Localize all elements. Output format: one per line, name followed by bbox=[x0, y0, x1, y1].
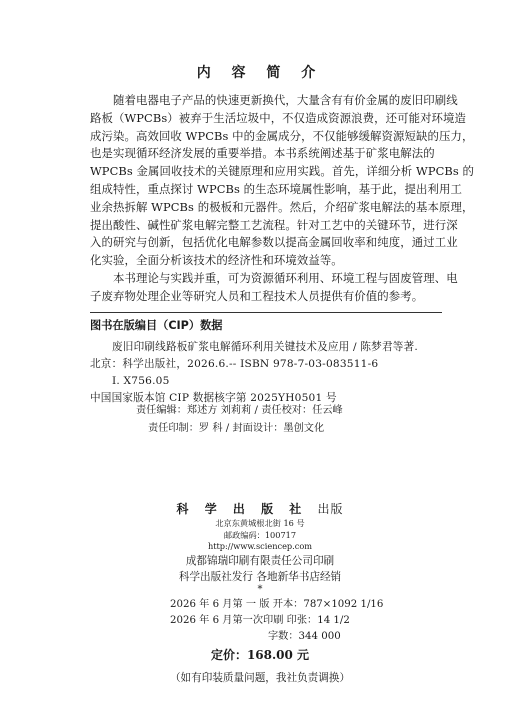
edition-line-2: 2026 年 6 月第一次印刷 印张：14 1/2 bbox=[170, 615, 350, 626]
cip-classification-line: Ⅰ. X756.05 bbox=[112, 375, 170, 387]
summary-line: 也是实现循环经济发展的重要举措。本书系统阐述基于矿浆电解法的 bbox=[90, 146, 435, 161]
quality-notice: （如有印装质量问题，我社负责调换） bbox=[169, 672, 351, 684]
summary-line: 提出酸性、碱性矿浆电解完整工艺流程。针对工艺中的关键环节，进行深 bbox=[90, 217, 458, 232]
summary-line: 子废弃物处理企业等研究人员和工程技术人员提供有价值的参考。 bbox=[90, 288, 424, 303]
publisher-name-suffix: 出版 bbox=[317, 502, 344, 516]
star-separator: * bbox=[257, 584, 263, 595]
publisher-name bbox=[0, 500, 520, 518]
edition-line-1: 2026 年 6 月第 一 版 开本：787×1092 1/16 bbox=[170, 599, 384, 610]
section-divider bbox=[90, 312, 442, 313]
content-summary bbox=[90, 92, 475, 306]
summary-paragraph-1 bbox=[90, 92, 475, 270]
summary-line: WPCBs 金属回收技术的关键原理和应用实践。首先，详细分析 WPCBs 的 bbox=[90, 164, 475, 179]
cip-title-line: 废旧印刷线路板矿浆电解循环利用关键技术及应用 / 陈梦君等著. bbox=[112, 341, 418, 353]
cip-record-number: 中国国家版本馆 CIP 数据核字第 2025YH0501 号 bbox=[90, 391, 337, 404]
summary-paragraph-2 bbox=[90, 270, 458, 306]
summary-line: 成污染。高效回收 WPCBs 中的金属成分，不仅能够缓解资源短缺的压力， bbox=[90, 128, 474, 143]
price-label: 定价： bbox=[210, 648, 247, 662]
credit-printing-design: 责任印制：罗 科 / 封面设计：墨创文化 bbox=[148, 423, 325, 434]
distribution-info: 科学出版社发行 各地新华书店经销 bbox=[178, 570, 342, 583]
publisher-postcode: 邮政编码：100717 bbox=[223, 529, 297, 540]
summary-line: 化实验，全面分析该技术的经济性和环境效益等。 bbox=[90, 253, 343, 268]
summary-line: 入的研究与创新，包括优化电解参数以提高金属回收率和纯度，通过工业 bbox=[90, 235, 458, 250]
cip-heading: 图书在版编目（CIP）数据 bbox=[90, 319, 223, 332]
price-value: 168.00 元 bbox=[246, 648, 310, 662]
cip-data-block bbox=[90, 318, 450, 406]
summary-line: 本书理论与实践并重，可为资源循环利用、环境工程与固废管理、电 bbox=[113, 270, 458, 285]
publisher-website: http://www.sciencep.com bbox=[207, 541, 313, 551]
price bbox=[0, 646, 520, 663]
summary-line: 业余热拆解 WPCBs 的极板和元器件。然后，介绍矿浆电解法的基本原理， bbox=[90, 199, 474, 214]
edition-info bbox=[0, 597, 520, 645]
page-title: 内 容 简 介 bbox=[196, 65, 324, 81]
editorial-credits bbox=[0, 402, 520, 438]
publisher-block bbox=[0, 500, 520, 585]
credit-editors: 责任编辑：郑述方 刘莉莉 / 责任校对：任云峰 bbox=[136, 405, 343, 416]
cip-publication-line: 北京：科学出版社，2026.6.-- ISBN 978-7-03-083511-6 bbox=[90, 357, 379, 370]
publisher-name-text: 科 学 出 版 社 bbox=[176, 502, 308, 516]
publisher-address: 北京东黄城根北街 16 号 bbox=[215, 518, 305, 528]
summary-line: 组成特性，重点探讨 WPCBs 的生态环境属性影响，基于此，提出利用工 bbox=[90, 181, 462, 196]
summary-line: 路板（WPCBs）被弃于生活垃圾中，不仅造成资源浪费，还可能对环境造 bbox=[90, 110, 467, 125]
edition-word-count: 字数：344 000 bbox=[268, 631, 341, 642]
summary-line: 随着电器电子产品的快速更新换代，大量含有有价金属的废旧印刷线 bbox=[113, 93, 458, 107]
printer-info: 成都锦瑞印刷有限责任公司印刷 bbox=[185, 554, 335, 567]
